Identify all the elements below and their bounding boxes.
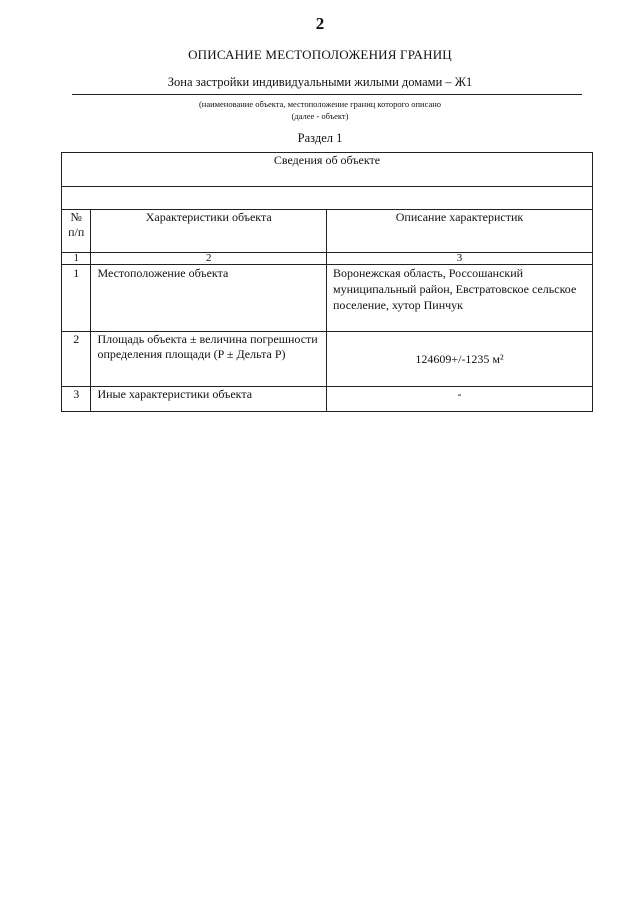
column-index-row: [62, 253, 593, 265]
table-row: [62, 387, 593, 412]
row-number: 1: [62, 265, 91, 332]
header-num: № п/п: [62, 210, 91, 253]
table-heading-row: [62, 153, 593, 187]
row-characteristic: Площадь объекта ± величина погрешности определения площади (P ± Дельта P): [91, 332, 327, 387]
section-label: Раздел 1: [297, 131, 343, 145]
column-index: 2: [91, 253, 327, 265]
row-description: 124609+/-1235 м²: [326, 332, 592, 387]
row-number: 2: [62, 332, 91, 387]
row-number: 3: [62, 387, 91, 412]
column-header-row: [62, 210, 593, 253]
table-row: [62, 265, 593, 332]
blank-cell: [62, 187, 593, 210]
caption-line-1: (наименование объекта, местоположение границ которого описано: [198, 99, 442, 109]
table-row: [62, 332, 593, 387]
row-description: -: [326, 387, 592, 412]
page-number: 2: [315, 14, 325, 33]
table-heading: Сведения об объекте: [62, 153, 593, 187]
header-description: Описание характеристик: [326, 210, 592, 253]
row-characteristic: Местоположение объекта: [91, 265, 327, 332]
row-description: Воронежская область, Россошанский муниципальный район, Евстратовское сельское поселение, хутор Пинчук: [326, 265, 592, 332]
caption-line-2: (далее - объект): [291, 111, 349, 121]
column-index: 3: [326, 253, 592, 265]
zone-underline: [72, 94, 582, 95]
column-index: 1: [62, 253, 91, 265]
row-characteristic: Иные характеристики объекта: [91, 387, 327, 412]
document-title: ОПИСАНИЕ МЕСТОПОЛОЖЕНИЯ ГРАНИЦ: [188, 47, 452, 62]
zone-name: Зона застройки индивидуальными жилыми домами – Ж1: [167, 75, 473, 89]
object-info-table: [61, 152, 593, 412]
table-blank-row: [62, 187, 593, 210]
object-caption: [0, 98, 640, 122]
header-characteristic: Характеристики объекта: [91, 210, 327, 253]
